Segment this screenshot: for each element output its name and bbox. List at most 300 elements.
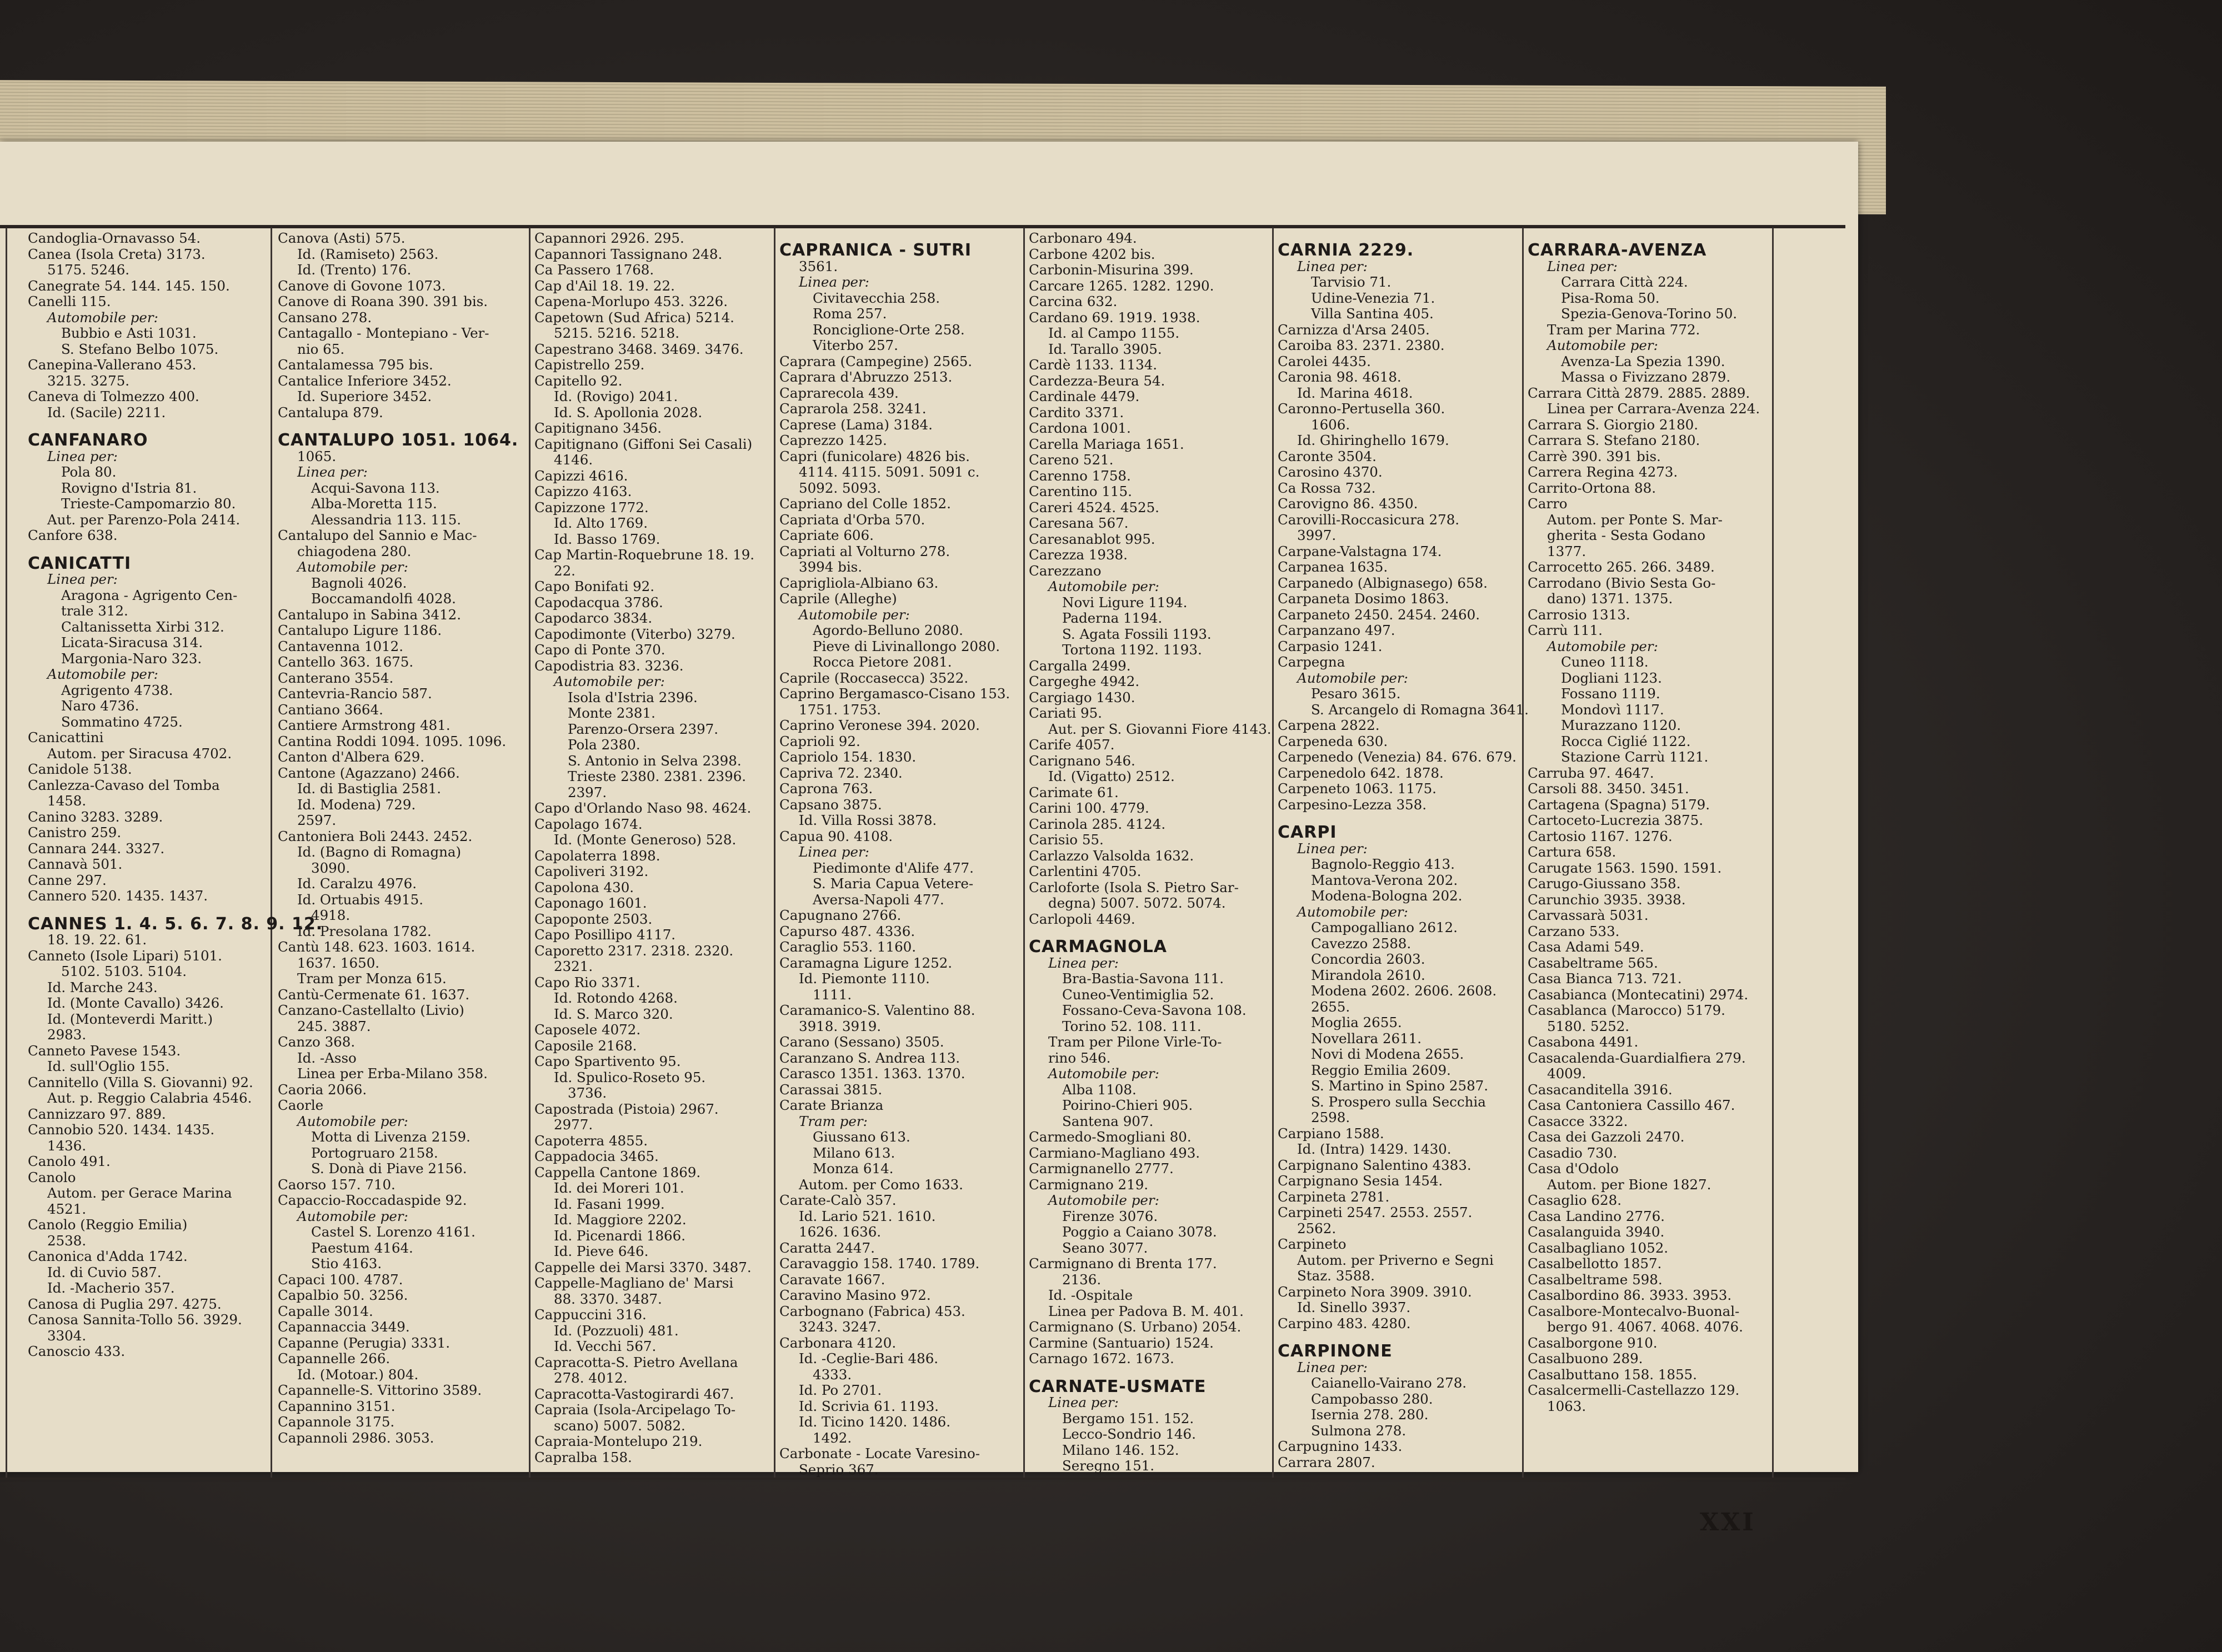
index-entry: Id. S. Marco 320.	[554, 1005, 673, 1022]
index-entry: Carpena 2822.	[1278, 717, 1380, 733]
index-entry: 4333.	[813, 1366, 852, 1383]
index-entry: Capo Bonifati 92.	[534, 578, 655, 594]
index-entry: Tram per Marina 772.	[1547, 321, 1700, 338]
index-entry: Carlazzo Valsolda 1632.	[1029, 847, 1194, 864]
index-entry: Id. Rotondo 4268.	[554, 990, 678, 1006]
index-entry: Carpaneta Dosimo 1863.	[1278, 590, 1449, 607]
index-entry: Caposele 4072.	[534, 1022, 641, 1038]
index-entry: 2321.	[554, 958, 593, 974]
index-entry: Casalbore-Montecalvo-Buonal-	[1528, 1303, 1740, 1319]
index-entry: Capostrada (Pistoia) 2967.	[534, 1100, 719, 1117]
index-entry: Carcare 1265. 1282. 1290.	[1029, 277, 1214, 294]
index-entry: Pieve di Livinallongo 2080.	[813, 638, 1000, 654]
index-entry: Poggio a Caiano 3078.	[1062, 1224, 1217, 1240]
index-entry: Id. di Bastiglia 2581.	[297, 780, 441, 797]
index-entry: Sulmona 278.	[1311, 1422, 1407, 1439]
index-entry: Casalanguida 3940.	[1528, 1224, 1665, 1240]
index-entry: Cappella Cantone 1869.	[534, 1164, 701, 1180]
index-entry: Aversa-Napoli 477.	[813, 891, 944, 908]
index-entry: Casalbordino 86. 3933. 3953.	[1528, 1287, 1732, 1303]
index-entry: Casa Landino 2776.	[1528, 1208, 1665, 1224]
index-entry: Capannole 3175.	[278, 1414, 395, 1430]
index-entry: 1111.	[813, 986, 852, 1003]
index-entry: 4114. 4115. 5091. 5091 c.	[799, 464, 980, 480]
index-entry: Giussano 613.	[813, 1129, 910, 1145]
index-entry: Caroiba 83. 2371. 2380.	[1278, 337, 1445, 353]
index-entry: Carini 100. 4779.	[1029, 800, 1149, 816]
index-entry: Caponago 1601.	[534, 895, 647, 911]
index-entry: Casa dei Gazzoli 2470.	[1528, 1129, 1685, 1145]
index-entry: Cansano 278.	[278, 309, 372, 326]
index-entry: Autom. per Gerace Marina	[47, 1185, 232, 1201]
index-entry: Tortona 1192. 1193.	[1062, 642, 1202, 658]
index-entry: Capannori Tassignano 248.	[534, 246, 723, 262]
index-entry: Capracotta-Vastogirardi 467.	[534, 1385, 734, 1402]
index-entry: Staz. 3588.	[1297, 1268, 1375, 1284]
section-heading: CAPRANICA - SUTRI	[779, 241, 972, 260]
index-entry: Carcina 632.	[1029, 293, 1118, 309]
index-entry: Capitignano (Giffoni Sei Casali)	[534, 435, 753, 452]
page-number: XXI	[1700, 1508, 1756, 1536]
index-entry: Id. Villa Rossi 3878.	[799, 812, 937, 828]
index-entry: 1063.	[1547, 1398, 1587, 1414]
index-entry: Murazzano 1120.	[1561, 717, 1681, 733]
index-entry: Capri (funicolare) 4826 bis.	[779, 448, 970, 464]
index-entry: Capetown (Sud Africa) 5214.	[534, 309, 734, 326]
index-entry: 2597.	[297, 812, 337, 828]
line-type-label: Linea per:	[47, 571, 118, 587]
index-entry: Capurso 487. 4336.	[779, 923, 915, 939]
line-type-label: Automobile per:	[297, 1113, 408, 1129]
index-entry: Dogliani 1123.	[1561, 669, 1662, 686]
index-entry: Linea per Padova B. M. 401.	[1048, 1303, 1244, 1319]
index-entry: Carvassarà 5031.	[1528, 907, 1649, 923]
index-entry: Id. Alto 1769.	[554, 515, 648, 531]
index-entry: Casalbuttano 158. 1855.	[1528, 1366, 1697, 1383]
index-entry: Cannara 244. 3327.	[28, 840, 165, 857]
line-type-label: Automobile per:	[1048, 1065, 1159, 1082]
index-entry: Capannoli 2986. 3053.	[278, 1429, 434, 1446]
index-entry: Mantova-Verona 202.	[1311, 872, 1458, 888]
index-entry: Acqui-Savona 113.	[311, 479, 440, 496]
index-entry: Carpenedolo 642. 1878.	[1278, 764, 1444, 781]
index-entry: Autom. per Priverno e Segni	[1297, 1251, 1494, 1268]
index-entry: Casadio 730.	[1528, 1144, 1618, 1161]
index-entry: Cappuccini 316.	[534, 1306, 647, 1323]
index-entry: Ca Passero 1768.	[534, 262, 654, 278]
index-entry: Seregno 151.	[1062, 1458, 1155, 1474]
index-entry: Fossano-Ceva-Savona 108.	[1062, 1002, 1247, 1018]
index-entry: Carasco 1351. 1363. 1370.	[779, 1065, 965, 1082]
line-type-label: Linea per:	[297, 464, 368, 480]
index-entry: nio 65.	[297, 341, 345, 357]
index-entry: Canoscio 433.	[28, 1343, 126, 1359]
index-entry: Carrara S. Stefano 2180.	[1528, 432, 1700, 448]
index-entry: Capena-Morlupo 453. 3226.	[534, 293, 728, 309]
section-heading: CARPINONE	[1278, 1341, 1393, 1361]
index-entry: Capua 90. 4108.	[779, 828, 893, 844]
index-entry: 5092. 5093.	[799, 479, 882, 496]
index-entry: 2397.	[568, 784, 607, 800]
index-entry: Casalcermelli-Castellazzo 129.	[1528, 1382, 1740, 1398]
index-entry: Caoria 2066.	[278, 1081, 367, 1098]
index-entry: Carpineto	[1278, 1236, 1347, 1252]
index-entry: S. Prospero sulla Secchia	[1311, 1093, 1486, 1110]
index-entry: Canolo 491.	[28, 1153, 111, 1169]
index-entry: Tram per Monza 615.	[297, 970, 447, 987]
index-entry: Capistrello 259.	[534, 357, 645, 373]
index-entry: Id. Piemonte 1110.	[799, 970, 930, 987]
index-entry: Capodimonte (Viterbo) 3279.	[534, 625, 735, 642]
line-type-label: Linea per:	[799, 274, 869, 290]
index-entry: Fossano 1119.	[1561, 685, 1660, 702]
index-entry: Capitignano 3456.	[534, 420, 662, 436]
index-entry: Id. Tarallo 3905.	[1048, 341, 1162, 357]
index-entry: Poirino-Chieri 905.	[1062, 1097, 1193, 1113]
index-entry: Id. Picenardi 1866.	[554, 1227, 686, 1244]
index-entry: Cartura 658.	[1528, 844, 1617, 860]
index-entry: Caprara d'Abruzzo 2513.	[779, 369, 953, 385]
index-entry: Carbonaro 494.	[1029, 230, 1137, 246]
index-entry: Trieste 2380. 2381. 2396.	[568, 768, 747, 784]
index-entry: Caramanico-S. Valentino 88.	[779, 1002, 975, 1018]
index-entry: Casalborgone 910.	[1528, 1334, 1658, 1351]
index-entry: Cantoniera Boli 2443. 2452.	[278, 828, 473, 844]
index-entry: Cuneo 1118.	[1561, 654, 1649, 670]
index-entry: Cannavà 501.	[28, 856, 123, 872]
index-entry: Casacanditella 3916.	[1528, 1081, 1673, 1098]
index-entry: Pisa-Roma 50.	[1561, 289, 1660, 306]
index-entry: Capannaccia 3449.	[278, 1319, 410, 1335]
index-entry: Caronte 3504.	[1278, 448, 1377, 464]
index-entry: Caprile (Alleghe)	[779, 590, 897, 607]
index-entry: Carentino 115.	[1029, 483, 1132, 499]
index-entry: Capalle 3014.	[278, 1303, 373, 1319]
index-entry: 2655.	[1311, 998, 1350, 1015]
index-entry: Carisio 55.	[1029, 832, 1104, 848]
index-entry: Mondovì 1117.	[1561, 701, 1664, 718]
index-entry: Cantiere Armstrong 481.	[278, 717, 451, 733]
index-entry: Viterbo 257.	[813, 337, 898, 353]
index-entry: 5215. 5216. 5218.	[554, 325, 679, 341]
index-entry: Carpeneda 630.	[1278, 733, 1388, 749]
index-entry: Capo Spartivento 95.	[534, 1053, 681, 1069]
index-entry: Id. (Ramiseto) 2563.	[297, 246, 439, 262]
index-entry: Carpino 483. 4280.	[1278, 1315, 1411, 1331]
index-entry: Canosa Sannita-Tollo 56. 3929.	[28, 1311, 242, 1328]
column-divider	[6, 228, 7, 1478]
index-entry: Capsano 3875.	[779, 796, 882, 813]
index-entry: Cantone (Agazzano) 2466.	[278, 764, 460, 781]
top-rule	[0, 225, 1845, 228]
index-entry: Candoglia-Ornavasso 54.	[28, 230, 201, 246]
index-entry: Cardè 1133. 1134.	[1029, 357, 1158, 373]
index-entry: Capo di Ponte 370.	[534, 642, 665, 658]
index-entry: Carrocetto 265. 266. 3489.	[1528, 559, 1715, 575]
index-entry: 4146.	[554, 452, 593, 468]
index-entry: scano) 5007. 5082.	[554, 1417, 685, 1434]
index-entry: Sommatino 4725.	[61, 713, 183, 730]
index-entry: Caorle	[278, 1097, 324, 1113]
index-entry: Caorso 157. 710.	[278, 1176, 396, 1193]
index-entry: Seprio 367.	[799, 1461, 879, 1478]
index-entry: 5175. 5246.	[47, 262, 130, 278]
index-entry: Caravaggio 158. 1740. 1789.	[779, 1255, 980, 1271]
index-entry: Id. (Bagno di Romagna)	[297, 844, 462, 860]
index-entry: Udine-Venezia 71.	[1311, 289, 1435, 306]
section-heading: CANTALUPO 1051. 1064.	[278, 430, 519, 450]
index-entry: Cannero 520. 1435. 1437.	[28, 888, 208, 904]
index-column-2	[278, 231, 522, 1469]
index-entry: Autom. per Ponte S. Mar-	[1547, 511, 1723, 528]
index-entry: S. Antonio in Selva 2398.	[568, 752, 742, 769]
index-entry: Capriati al Volturno 278.	[779, 543, 950, 559]
index-entry: Canolo (Reggio Emilia)	[28, 1217, 188, 1233]
line-type-label: Automobile per:	[47, 666, 158, 682]
line-type-label: Automobile per:	[1297, 903, 1408, 920]
index-entry: Boccamandolfi 4028.	[311, 590, 456, 607]
index-entry: Canegrate 54. 144. 145. 150.	[28, 277, 230, 294]
index-entry: Carate-Calò 357.	[779, 1192, 897, 1208]
index-entry: Bagnoli 4026.	[311, 574, 407, 591]
index-entry: 2983.	[47, 1027, 87, 1043]
index-entry: Caratta 2447.	[779, 1239, 875, 1256]
index-entry: Novellara 2611.	[1311, 1030, 1422, 1047]
index-entry: chiagodena 280.	[297, 543, 412, 559]
index-entry: Caprino Bergamasco-Cisano 153.	[779, 685, 1010, 702]
bottom-rule	[0, 1478, 1845, 1480]
index-entry: 245. 3887.	[297, 1018, 371, 1034]
index-entry: 1065.	[297, 448, 337, 464]
index-entry: Casalbagliano 1052.	[1528, 1239, 1669, 1256]
index-column-3	[534, 231, 779, 1469]
index-entry: Ca Rossa 732.	[1278, 479, 1376, 496]
index-entry: 1751. 1753.	[799, 701, 882, 718]
index-entry: degna) 5007. 5072. 5074.	[1048, 895, 1226, 911]
index-entry: 3994 bis.	[799, 559, 863, 575]
index-entry: Id. Scrivia 61. 1193.	[799, 1398, 939, 1414]
index-entry: Carmignano di Brenta 177.	[1029, 1255, 1217, 1271]
index-entry: Cantalupo del Sannio e Mac-	[278, 527, 477, 543]
index-entry: Capizzo 4163.	[534, 483, 632, 499]
index-entry: Capralba 158.	[534, 1449, 632, 1465]
line-type-label: Linea per:	[1297, 840, 1368, 857]
line-type-label: Linea per:	[1048, 1394, 1119, 1410]
index-entry: Carbonin-Misurina 399.	[1029, 262, 1194, 278]
index-entry: Carmignanello 2777.	[1029, 1160, 1174, 1177]
index-entry: Id. (Monteverdi Maritt.)	[47, 1010, 213, 1027]
index-entry: Canova (Asti) 575.	[278, 230, 406, 246]
index-entry: Cartoceto-Lucrezia 3875.	[1528, 812, 1704, 828]
index-entry: Modena-Bologna 202.	[1311, 888, 1463, 904]
index-entry: Capolago 1674.	[534, 815, 643, 832]
line-type-label: Linea per:	[47, 448, 118, 464]
index-entry: Monte 2381.	[568, 705, 655, 721]
index-column-5	[1029, 230, 1273, 1474]
index-entry: Cantalupo in Sabina 3412.	[278, 606, 462, 623]
index-entry: Cantina Roddi 1094. 1095. 1096.	[278, 733, 507, 749]
index-entry: Canelli 115.	[28, 293, 111, 309]
index-entry: Canfore 638.	[28, 527, 118, 543]
index-entry: 1458.	[47, 793, 87, 809]
index-entry: Cardona 1001.	[1029, 420, 1131, 436]
index-entry: Carate Brianza	[779, 1097, 884, 1113]
index-entry: Casalbellotto 1857.	[1528, 1255, 1662, 1271]
line-type-label: Automobile per:	[554, 673, 665, 689]
index-entry: Cantiano 3664.	[278, 701, 383, 718]
index-entry: Id. (Monte Generoso) 528.	[554, 832, 737, 848]
index-entry: Capaccio-Roccadaspide 92.	[278, 1192, 467, 1208]
line-type-label: Automobile per:	[47, 309, 158, 326]
index-entry: Parenzo-Orsera 2397.	[568, 720, 719, 737]
index-entry: Capitello 92.	[534, 372, 623, 389]
index-entry: Capodarco 3834.	[534, 610, 653, 626]
index-entry: 22.	[554, 562, 575, 579]
index-entry: Cappelle dei Marsi 3370. 3487.	[534, 1259, 752, 1275]
column-divider	[1522, 228, 1524, 1478]
index-entry: Seano 3077.	[1062, 1239, 1148, 1256]
index-entry: S. Donà di Piave 2156.	[311, 1160, 467, 1177]
index-entry: Capracotta-S. Pietro Avellana	[534, 1354, 738, 1370]
index-entry: Portogruaro 2158.	[311, 1144, 438, 1161]
index-entry: Carpaneto 2450. 2454. 2460.	[1278, 606, 1480, 623]
index-entry: Carrosio 1313.	[1528, 606, 1630, 623]
index-entry: Avenza-La Spezia 1390.	[1561, 353, 1725, 369]
index-entry: Spezia-Genova-Torino 50.	[1561, 306, 1738, 322]
index-entry: Capo Posillipo 4117.	[534, 927, 676, 943]
index-entry: Canzano-Castellalto (Livio)	[278, 1002, 464, 1018]
index-entry: Id. Marina 4618.	[1297, 384, 1413, 401]
line-type-label: Linea per:	[1048, 954, 1119, 971]
index-entry: Piedimonte d'Alife 477.	[813, 859, 974, 876]
index-entry: S. Stefano Belbo 1075.	[61, 341, 219, 357]
index-entry: 3561.	[799, 258, 838, 274]
index-entry: Capoterra 4855.	[534, 1132, 648, 1149]
index-entry: Caneva di Tolmezzo 400.	[28, 388, 199, 404]
index-entry: Tram per Pilone Virle-To-	[1048, 1034, 1222, 1050]
index-entry: Capannelle 266.	[278, 1350, 391, 1366]
index-entry: Capoliveri 3192.	[534, 863, 649, 879]
index-entry: Modena 2602. 2606. 2608.	[1311, 983, 1497, 999]
index-entry: Cantagallo - Montepiano - Ver-	[278, 325, 489, 341]
index-entry: Caronia 98. 4618.	[1278, 369, 1402, 385]
index-entry: Rovigno d'Istria 81.	[61, 479, 197, 496]
index-entry: Id. Fasani 1999.	[554, 1195, 665, 1212]
index-entry: Canonica d'Adda 1742.	[28, 1248, 188, 1264]
index-entry: Caravino Masino 972.	[779, 1287, 931, 1303]
index-entry: Carassai 3815.	[779, 1081, 883, 1098]
index-entry: Cariati 95.	[1029, 705, 1102, 721]
index-entry: Bagnolo-Reggio 413.	[1311, 856, 1455, 872]
index-entry: Carbonara 4120.	[779, 1334, 897, 1351]
index-entry: Capo d'Orlando Naso 98. 4624.	[534, 800, 752, 816]
index-entry: Rocca Ciglié 1122.	[1561, 733, 1691, 749]
index-entry: Carmine (Santuario) 1524.	[1029, 1334, 1214, 1351]
index-entry: Carrodano (Bivio Sesta Go-	[1528, 574, 1716, 591]
index-entry: 2598.	[1311, 1109, 1350, 1125]
index-entry: Canosa di Puglia 297. 4275.	[28, 1295, 222, 1312]
index-entry: Carpasio 1241.	[1278, 638, 1383, 654]
index-entry: Autom. per Como 1633.	[799, 1176, 963, 1193]
index-entry: Carnago 1672. 1673.	[1029, 1350, 1174, 1366]
index-entry: Id. Sinello 3937.	[1297, 1299, 1411, 1315]
index-entry: Torino 52. 108. 111.	[1062, 1018, 1202, 1034]
index-entry: Casabeltrame 565.	[1528, 954, 1658, 971]
index-entry: S. Agata Fossili 1193.	[1062, 625, 1212, 642]
index-entry: Id. Vecchi 567.	[554, 1338, 657, 1354]
index-entry: Id. Spulico-Roseto 95.	[554, 1069, 706, 1085]
index-entry: Autom. per Bione 1827.	[1547, 1176, 1711, 1193]
index-entry: Carinola 285. 4124.	[1029, 815, 1166, 832]
index-entry: Canolo	[28, 1169, 76, 1185]
index-entry: Concordia 2603.	[1311, 951, 1425, 967]
index-entry: Carosino 4370.	[1278, 464, 1383, 480]
column-divider	[1772, 228, 1774, 1478]
index-entry: Id. -Ceglie-Bari 486.	[799, 1350, 939, 1366]
index-entry: Carrito-Ortona 88.	[1528, 479, 1657, 496]
index-entry: Carloforte (Isola S. Pietro Sar-	[1029, 879, 1239, 895]
column-divider	[529, 228, 531, 1478]
index-entry: Casa Bianca 713. 721.	[1528, 970, 1682, 987]
index-entry: Cannitello (Villa S. Giovanni) 92.	[28, 1074, 253, 1090]
index-entry: Novi di Modena 2655.	[1311, 1046, 1464, 1062]
index-entry: Canove di Govone 1073.	[278, 277, 446, 294]
index-entry: Caresana 567.	[1029, 515, 1129, 531]
index-entry: Casacce 3322.	[1528, 1113, 1628, 1129]
index-entry: Id. Lario 521. 1610.	[799, 1208, 936, 1224]
section-heading: CANICATTI	[28, 553, 132, 573]
index-entry: Cargalla 2499.	[1029, 657, 1131, 674]
index-entry: Id. (Sacile) 2211.	[47, 404, 166, 420]
index-entry: Carro	[1528, 495, 1568, 512]
index-entry: 3243. 3247.	[799, 1319, 882, 1335]
index-entry: Carunchio 3935. 3938.	[1528, 891, 1686, 908]
index-entry: Licata-Siracusa 314.	[61, 634, 203, 650]
index-entry: Aragona - Agrigento Cen-	[61, 587, 238, 603]
index-entry: Paderna 1194.	[1062, 610, 1163, 626]
index-entry: 2538.	[47, 1232, 87, 1249]
index-entry: Capraia (Isola-Arcipelago To-	[534, 1401, 736, 1418]
index-entry: Careri 4524. 4525.	[1029, 499, 1159, 515]
index-entry: Linea per Carrara-Avenza 224.	[1547, 401, 1760, 417]
index-entry: Canino 3283. 3289.	[28, 808, 163, 825]
index-entry: Caprese (Lama) 3184.	[779, 416, 933, 433]
index-entry: Canicattini	[28, 729, 104, 745]
index-entry: Canterano 3554.	[278, 669, 394, 686]
index-entry: 1606.	[1311, 416, 1350, 433]
index-entry: Carpiano 1588.	[1278, 1125, 1384, 1142]
index-entry: Moglia 2655.	[1311, 1014, 1402, 1030]
index-entry: Canneto (Isole Lipari) 5101.	[28, 947, 222, 964]
index-entry: Id. Presolana 1782.	[297, 923, 432, 939]
index-entry: Carpignano Salentino 4383.	[1278, 1157, 1472, 1173]
index-entry: Carenno 1758.	[1029, 467, 1131, 484]
index-entry: Pesaro 3615.	[1311, 685, 1401, 702]
line-type-label: Automobile per:	[1547, 638, 1658, 654]
index-entry: Carugo-Giussano 358.	[1528, 875, 1681, 892]
index-entry: Careno 521.	[1029, 452, 1114, 468]
index-entry: Canove di Roana 390. 391 bis.	[278, 293, 488, 309]
index-entry: Carmignano 219.	[1029, 1176, 1149, 1193]
index-entry: Capannelle-S. Vittorino 3589.	[278, 1382, 482, 1398]
index-entry: Id. Superiore 3452.	[297, 388, 432, 404]
section-heading: CANNES 1. 4. 5. 6. 7. 8. 9. 12.	[28, 914, 323, 934]
index-entry: 5180. 5252.	[1547, 1018, 1630, 1034]
index-entry: 3736.	[568, 1085, 607, 1101]
index-entry: Carpanea 1635.	[1278, 559, 1388, 575]
index-entry: Carugate 1563. 1590. 1591.	[1528, 859, 1722, 876]
index-entry: Capanne (Perugia) 3331.	[278, 1334, 451, 1351]
